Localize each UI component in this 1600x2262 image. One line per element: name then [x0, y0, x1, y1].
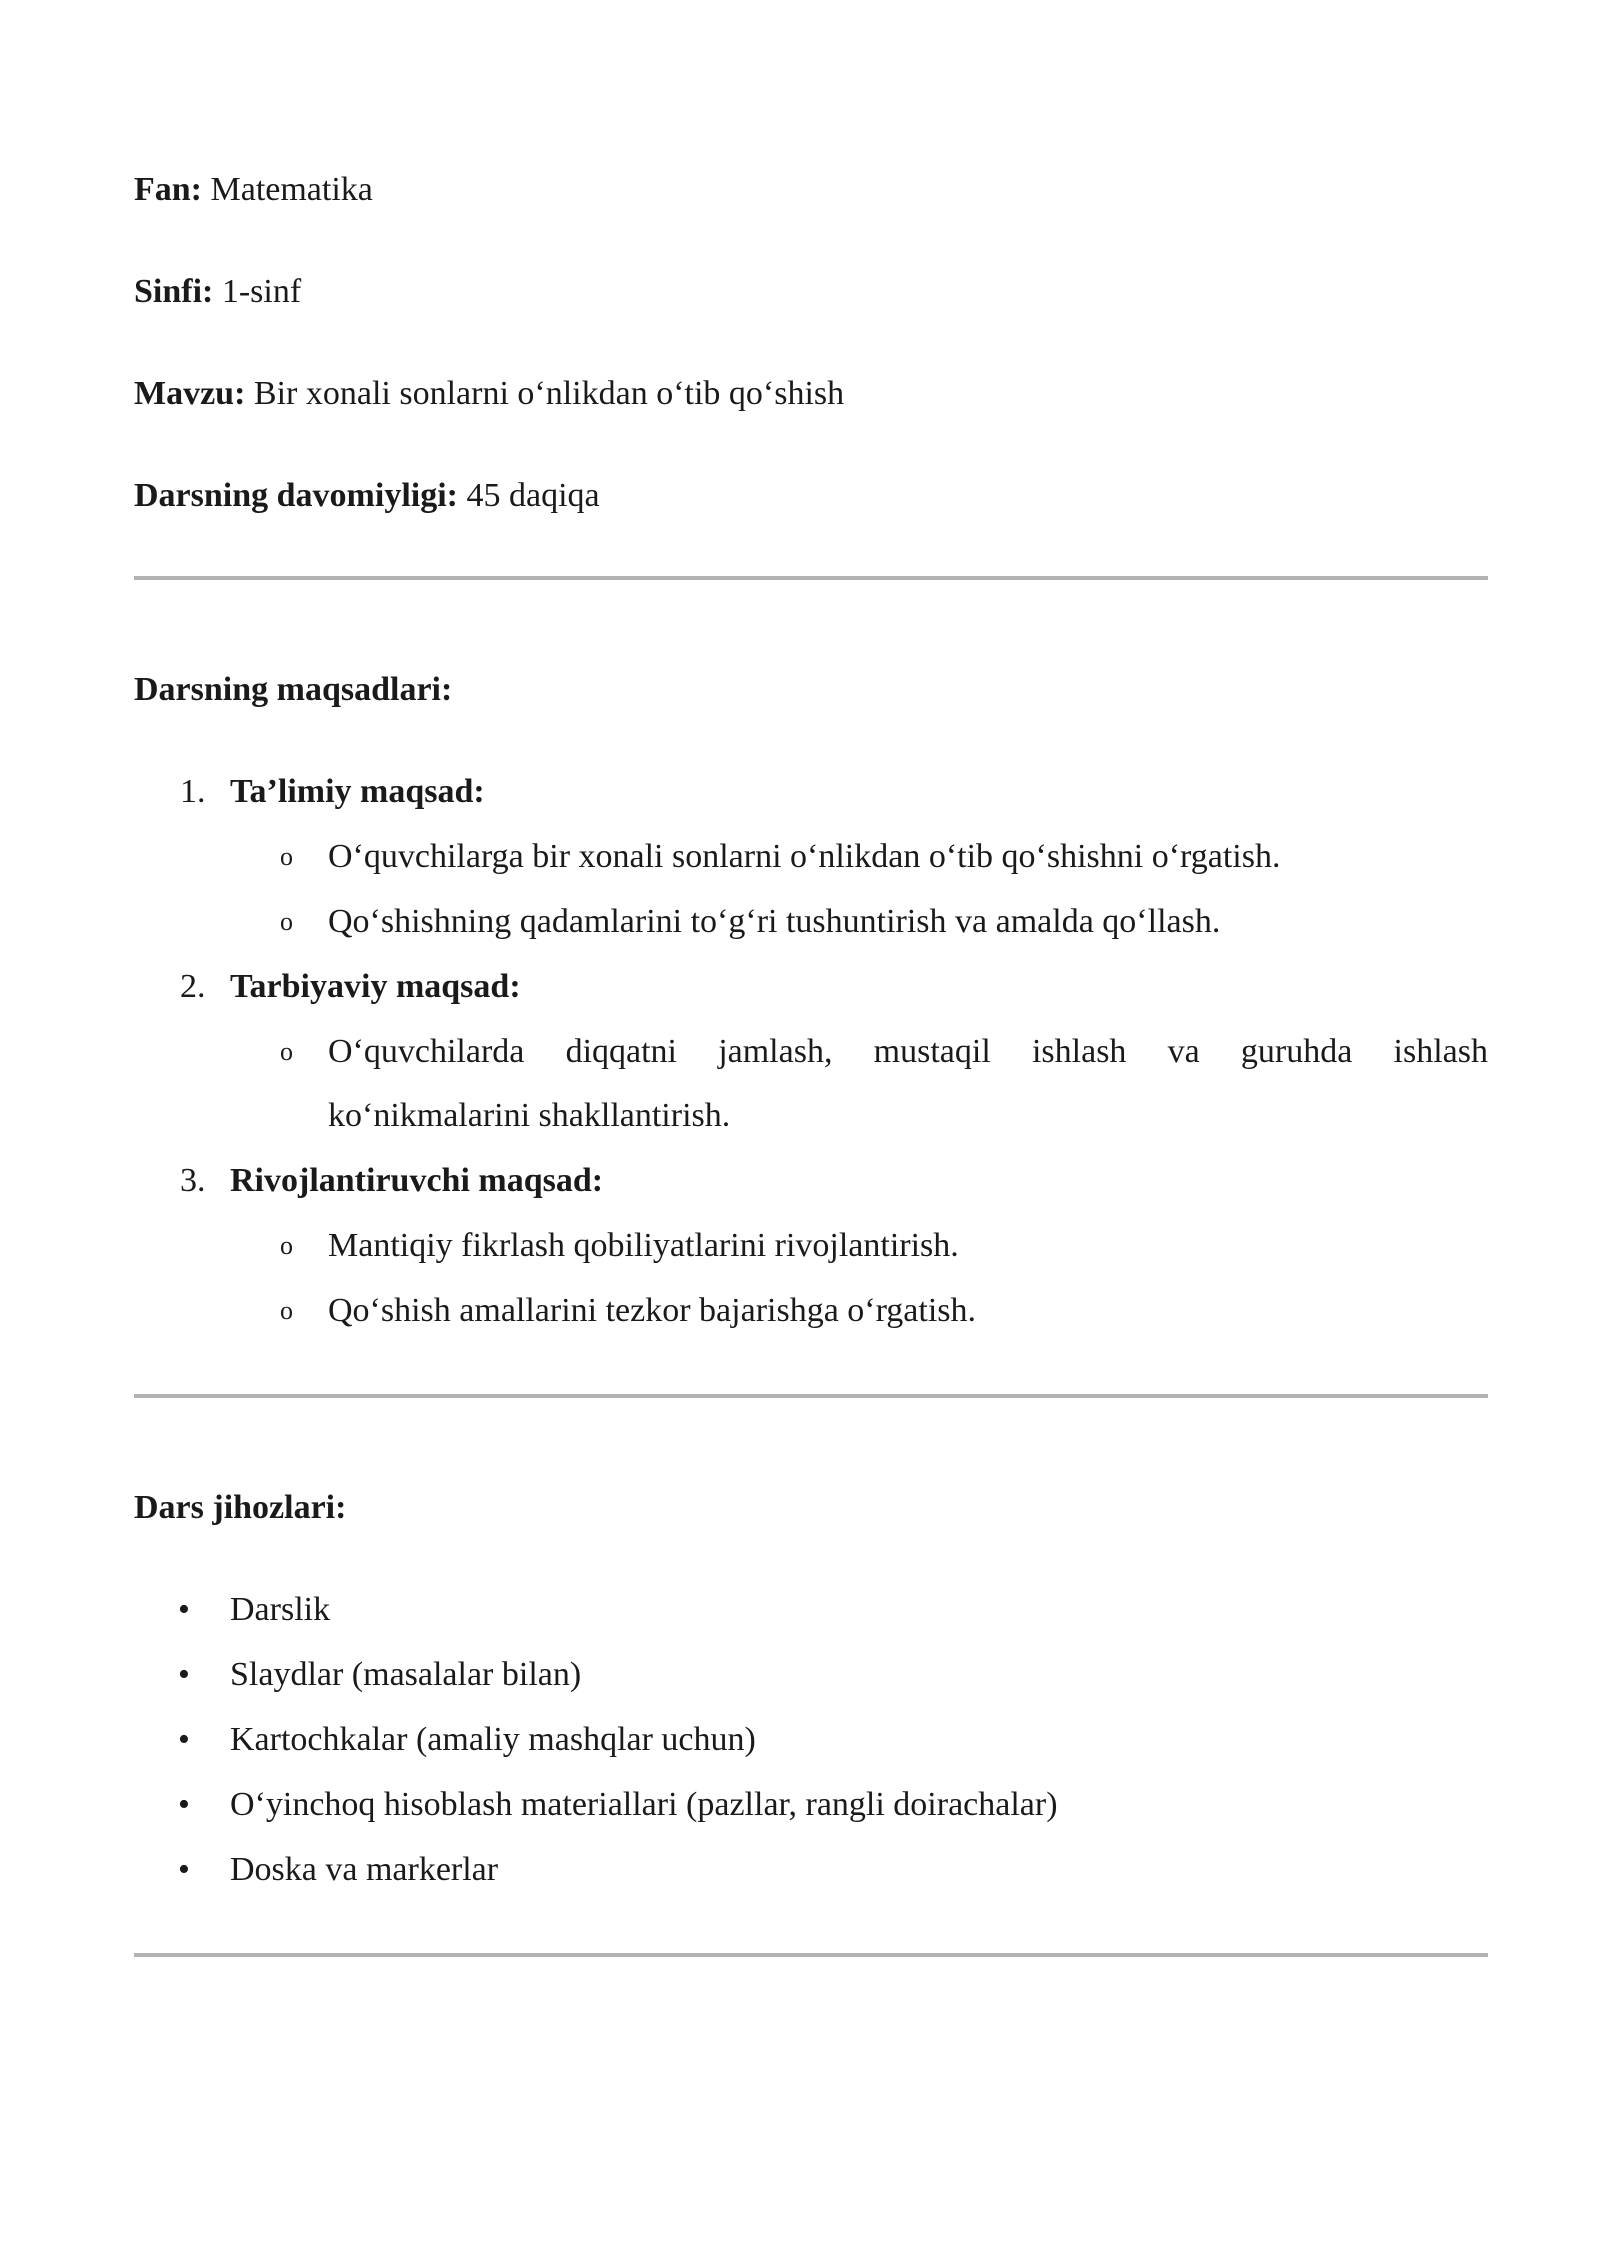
equipment-item-3: Kartochkalar (amaliy mashqlar uchun) — [230, 1721, 756, 1758]
field-duration-label: Darsning davomiyligi: — [134, 477, 458, 514]
field-fan — [134, 170, 373, 210]
goal-2-number: 2. — [180, 968, 206, 1005]
goal-1-bullet-1: O‘quvchilarga bir xonali sonlarni o‘nlikdan o‘tib qo‘shishni o‘rgatish. — [328, 838, 1281, 875]
divider-2 — [134, 1394, 1488, 1398]
field-duration-value: 45 daqiqa — [466, 477, 600, 514]
goals-heading: Darsning maqsadlari: — [134, 671, 453, 708]
equipment-item-1-marker: • — [178, 1591, 190, 1628]
goal-1-bullet-2: Qo‘shishning qadamlarini to‘g‘ri tushuntirish va amalda qo‘llash. — [328, 903, 1221, 940]
field-sinf — [134, 272, 301, 312]
equipment-item-4: O‘yinchoq hisoblash materiallari (pazllar, rangli doirachalar) — [230, 1786, 1058, 1823]
field-duration — [134, 476, 600, 516]
field-sinf-value: 1-sinf — [221, 273, 302, 310]
goal-3-bullet-1-marker: o — [280, 1231, 293, 1260]
equipment-item-5: Doska va markerlar — [230, 1851, 499, 1888]
field-mavzu — [134, 374, 844, 414]
field-mavzu-value: Bir xonali sonlarni o‘nlikdan o‘tib qo‘shish — [253, 375, 845, 412]
goal-3-bullet-2-marker: o — [280, 1296, 293, 1325]
goal-3-title: Rivojlantiruvchi maqsad: — [230, 1162, 604, 1199]
goal-3-bullet-1: Mantiqiy fikrlash qobiliyatlarini rivojlantirish. — [328, 1227, 959, 1264]
divider-1 — [134, 576, 1488, 580]
goal-1-bullet-2-marker: o — [280, 907, 293, 936]
equipment-item-2: Slaydlar (masalalar bilan) — [230, 1656, 582, 1693]
goal-2-bullet-1-continuation: ko‘nikmalarini shakllantirish. — [328, 1097, 731, 1134]
equipment-heading: Dars jihozlari: — [134, 1489, 347, 1526]
goal-2-bullet-1: O‘quvchilarda diqqatni jamlash, mustaqil ishlash va guruhda ishlash — [328, 1033, 1488, 1070]
equipment-item-2-marker: • — [178, 1656, 190, 1693]
goal-3-bullet-2: Qo‘shish amallarini tezkor bajarishga o‘rgatish. — [328, 1292, 977, 1329]
equipment-item-5-marker: • — [178, 1851, 190, 1888]
divider-3 — [134, 1953, 1488, 1957]
field-fan-value: Matematika — [210, 171, 373, 208]
goal-1-number: 1. — [180, 773, 206, 810]
goal-3-number: 3. — [180, 1162, 206, 1199]
equipment-item-1: Darslik — [230, 1591, 331, 1628]
goal-2-title: Tarbiyaviy maqsad: — [230, 968, 521, 1005]
goal-1-bullet-1-marker: o — [280, 842, 293, 871]
goal-2-bullet-1-marker: o — [280, 1037, 293, 1066]
field-sinf-label: Sinfi: — [134, 273, 214, 310]
equipment-item-4-marker: • — [178, 1786, 190, 1823]
equipment-item-3-marker: • — [178, 1721, 190, 1758]
field-fan-label: Fan: — [134, 171, 202, 208]
goal-1-title: Ta’limiy maqsad: — [230, 773, 485, 810]
field-mavzu-label: Mavzu: — [134, 375, 246, 412]
